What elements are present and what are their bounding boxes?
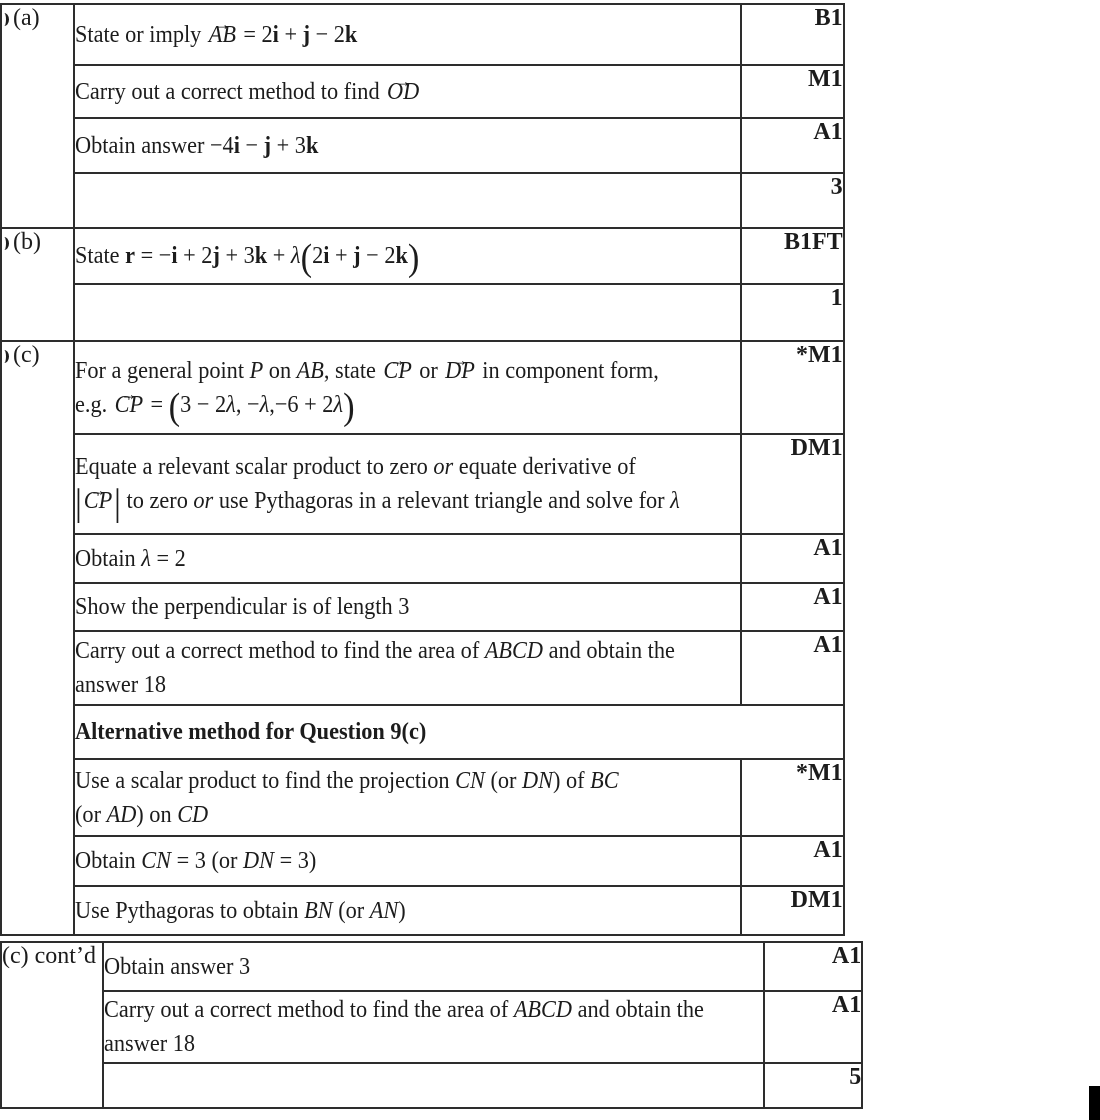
text-segment: +	[329, 242, 354, 269]
text-segment: j	[212, 242, 220, 269]
criterion-line	[75, 715, 774, 749]
clipped-digit-fragment	[2, 237, 9, 250]
text-segment: )	[343, 385, 355, 428]
text-segment: −	[239, 131, 264, 159]
criterion-cell	[103, 991, 764, 1063]
text-segment: + 3	[271, 131, 306, 159]
text-segment: j	[353, 242, 361, 269]
part-label-cell	[1, 4, 74, 228]
text-segment: Use a scalar product to find the projection	[75, 766, 456, 794]
text-segment: i	[171, 242, 178, 269]
mark-row	[1, 1063, 862, 1108]
text-segment: ABCD	[484, 637, 544, 664]
criterion-cell	[74, 284, 741, 341]
text-segment: Carry out a correct method to find	[75, 77, 386, 105]
part-label: (c) cont’d	[2, 943, 96, 969]
mark-row	[1, 836, 844, 886]
text-segment: = 2	[150, 544, 186, 572]
criterion-line	[75, 18, 680, 52]
criterion-cell	[74, 65, 741, 118]
criterion-cell	[74, 836, 741, 886]
criterion-line	[75, 236, 680, 279]
text-segment: r	[125, 242, 136, 269]
text-segment: DN	[243, 847, 275, 874]
text-segment: ) on	[136, 800, 178, 828]
criterion-line	[75, 634, 680, 668]
criterion-line	[75, 668, 680, 702]
text-segment: BC	[590, 766, 619, 794]
mark-row	[1, 991, 862, 1063]
text-segment: + 3	[219, 242, 255, 269]
text-segment: λ	[333, 390, 344, 418]
text-segment: j	[263, 131, 272, 159]
mark-row	[1, 434, 844, 534]
text-segment: P	[249, 356, 264, 384]
mark-cell: *M1	[741, 759, 844, 836]
text-segment: AB	[296, 356, 324, 384]
text-segment: use Pythagoras in a relevant triangle and solve for	[213, 487, 671, 514]
criterion-line	[75, 894, 680, 928]
text-segment: k	[254, 242, 268, 269]
criterion-line	[75, 542, 680, 576]
text-segment: − 2	[310, 20, 345, 48]
text-segment: Obtain answer −4	[75, 131, 234, 159]
criterion-cell	[74, 886, 741, 935]
criterion-line	[104, 950, 704, 984]
criterion-cell	[74, 173, 741, 228]
text-segment: +	[278, 20, 303, 48]
mark-cell: M1	[741, 65, 844, 118]
text-segment: on	[263, 356, 297, 384]
text-segment: CN	[141, 847, 172, 874]
mark-row	[1, 886, 844, 935]
criterion-line	[75, 798, 680, 832]
criterion-line	[75, 450, 680, 484]
text-segment: (	[300, 236, 313, 279]
text-segment: to zero	[120, 487, 194, 514]
vector-notation: CP →	[113, 388, 145, 422]
text-segment: k	[344, 20, 358, 48]
criterion-cell	[74, 341, 741, 434]
text-segment: ) of	[553, 766, 591, 794]
text-segment: = 3)	[274, 847, 317, 874]
vector-notation: CP →	[82, 484, 114, 518]
text-segment: State	[75, 242, 126, 269]
criterion-cell	[74, 534, 741, 583]
text-segment: in component form,	[476, 356, 659, 384]
text-segment: λ	[670, 487, 680, 514]
mark-cell: DM1	[741, 434, 844, 534]
criterion-cell	[74, 118, 741, 173]
mark-cell: A1	[741, 583, 844, 631]
scan-artifact-bar	[1089, 1086, 1100, 1120]
criterion-cell	[74, 759, 741, 836]
criterion-line	[75, 764, 680, 798]
mark-cell: B1FT	[741, 228, 844, 284]
mark-cell: 3	[741, 173, 844, 228]
text-segment: + 2	[177, 242, 213, 269]
mark-cell: A1	[741, 631, 844, 705]
text-segment: 3 − 2	[180, 390, 227, 418]
alternative-method-header-cell	[74, 705, 844, 759]
mark-cell: A1	[764, 991, 862, 1063]
text-segment: i	[323, 242, 330, 269]
vector-notation: AB →	[207, 18, 238, 52]
text-segment: = 2	[237, 20, 273, 48]
text-segment: answer 18	[104, 1030, 196, 1057]
text-segment: Alternative method for Question 9(c)	[75, 718, 427, 745]
text-segment: AD	[106, 800, 137, 828]
text-segment: |	[75, 481, 82, 524]
text-segment: (or	[484, 766, 523, 794]
text-segment: Obtain	[75, 847, 142, 874]
text-segment: CN	[455, 766, 485, 794]
mark-cell: A1	[741, 118, 844, 173]
text-segment: Use Pythagoras to obtain	[75, 896, 305, 924]
text-segment: e.g.	[75, 390, 113, 418]
criterion-line	[75, 844, 680, 878]
mark-row	[1, 4, 844, 65]
mark-cell: *M1	[741, 341, 844, 434]
text-segment: λ	[290, 242, 301, 269]
criterion-cell	[74, 228, 741, 284]
text-segment: , −	[235, 390, 260, 418]
part-label: (b)	[13, 229, 41, 255]
mark-row	[1, 705, 844, 759]
text-segment: Equate a relevant scalar product to zero	[75, 453, 434, 480]
mark-cell: DM1	[741, 886, 844, 935]
text-segment: = 3 (or	[171, 847, 244, 874]
text-segment: or	[413, 356, 444, 384]
mark-cell: A1	[764, 942, 862, 991]
text-segment: answer 18	[75, 671, 167, 698]
criterion-line	[104, 993, 704, 1027]
criterion-line	[75, 354, 680, 388]
criterion-cell	[74, 631, 741, 705]
criterion-line	[75, 75, 680, 109]
text-segment: Show the perpendicular is of length 3	[75, 593, 410, 620]
text-segment: Obtain	[75, 544, 142, 572]
text-segment: BN	[304, 896, 333, 924]
text-segment: or	[193, 487, 214, 514]
text-segment: For a general point	[75, 356, 250, 384]
mark-cell: A1	[741, 534, 844, 583]
text-segment: )	[407, 236, 420, 279]
text-segment: = −	[135, 242, 172, 269]
criterion-cell	[74, 583, 741, 631]
criterion-line	[104, 1027, 704, 1061]
mark-cell: 1	[741, 284, 844, 341]
text-segment: , state	[323, 356, 382, 384]
criterion-line	[75, 129, 680, 163]
criterion-cell	[103, 1063, 764, 1108]
part-label-cell	[1, 942, 103, 1108]
text-segment: equate derivative of	[453, 453, 636, 480]
text-segment: and obtain the	[543, 637, 675, 664]
part-label: (a)	[13, 5, 40, 31]
mark-row	[1, 173, 844, 228]
text-segment: ,−6 + 2	[269, 390, 334, 418]
text-segment: AN	[369, 896, 399, 924]
text-segment: )	[398, 896, 406, 924]
mark-row	[1, 631, 844, 705]
mark-row	[1, 65, 844, 118]
text-segment: 2	[312, 242, 324, 269]
text-segment: DN	[522, 766, 554, 794]
clipped-digit-fragment	[2, 350, 9, 363]
part-label: (c)	[13, 342, 40, 368]
text-segment: =	[144, 390, 169, 418]
vector-notation: OD →	[385, 75, 421, 109]
vector-notation: CP →	[381, 354, 413, 388]
text-segment: k	[305, 131, 319, 159]
text-segment: Carry out a correct method to find the area of	[75, 637, 485, 664]
text-segment: (	[168, 385, 181, 428]
text-segment: (or	[332, 896, 370, 924]
mark-row	[1, 341, 844, 434]
text-segment: Carry out a correct method to find the area of	[104, 996, 514, 1023]
criterion-cell	[103, 942, 764, 991]
mark-row	[1, 759, 844, 836]
text-segment: j	[302, 20, 311, 48]
text-segment: i	[233, 131, 240, 159]
part-label-cell	[1, 228, 74, 341]
vector-notation: DP →	[443, 354, 476, 388]
text-segment: State or imply	[75, 20, 207, 48]
mark-row	[1, 534, 844, 583]
text-segment: i	[272, 20, 279, 48]
text-segment: λ	[259, 390, 270, 418]
criterion-cell	[74, 4, 741, 65]
mark-cell: B1	[741, 4, 844, 65]
text-segment: λ	[141, 544, 151, 572]
mark-scheme-table	[0, 3, 845, 936]
criterion-cell	[74, 434, 741, 534]
text-segment: or	[433, 453, 454, 480]
mark-row	[1, 583, 844, 631]
criterion-line	[75, 590, 680, 624]
continuation-table	[0, 941, 863, 1109]
criterion-line	[75, 481, 680, 524]
part-label-cell	[1, 341, 74, 935]
mark-cell: 5	[764, 1063, 862, 1108]
mark-row	[1, 228, 844, 284]
mark-cell: A1	[741, 836, 844, 886]
text-segment: Obtain answer 3	[104, 952, 251, 980]
clipped-digit-fragment	[2, 13, 9, 26]
mark-row	[1, 284, 844, 341]
text-segment: +	[267, 242, 291, 269]
mark-row	[1, 118, 844, 173]
text-segment: (or	[75, 800, 107, 828]
text-segment: − 2	[360, 242, 396, 269]
text-segment: and obtain the	[572, 996, 704, 1023]
text-segment: CD	[177, 800, 209, 828]
criterion-line	[75, 385, 680, 428]
text-segment: ABCD	[513, 996, 573, 1023]
text-segment: k	[395, 242, 408, 269]
mark-row	[1, 942, 862, 991]
text-segment: |	[114, 481, 121, 524]
text-segment: λ	[226, 390, 236, 418]
